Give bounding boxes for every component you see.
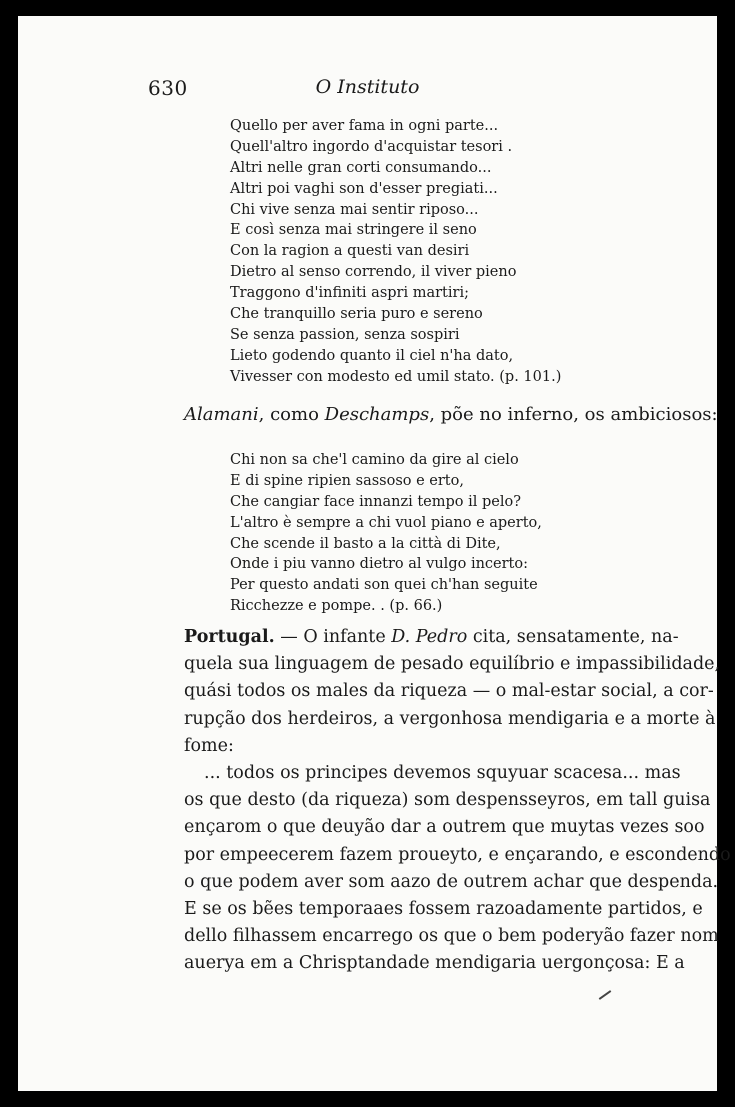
poem-line: E di spine ripien sassoso e erto, [230,472,464,489]
quotation-line: auerya em a Chrisptandade mendigaria uergonçosa: E a [184,953,685,974]
stray-pen-mark [599,990,612,1000]
poem-line: E così senza mai stringere il seno [230,222,477,239]
alamani-sentence [184,402,718,428]
italian-poem-quotation-2 [230,450,542,617]
poem-line: Per questo andati son quei ch'han seguite [230,577,538,594]
quotation-line: os que desto (da riqueza) som despensseyros, em tall guisa [184,790,711,811]
book-page [18,16,731,1091]
poem-line: Dietro al senso correndo, il viver pieno [230,264,517,281]
person-name: D. Pedro [391,627,468,647]
prose-line: quela sua linguagem de pesado equilíbrio e impassibilidade, [184,654,721,675]
poem-line: Che scende il basto a la città di Dite, [230,535,501,552]
prose-line [184,624,679,651]
poem-line: Lieto godendo quanto il ciel n'ha dato, [230,347,514,364]
page-number: 630 [148,76,188,100]
poem-line: Quello per aver fama in ogni parte... [230,118,499,134]
poem-line: Con la ragion a questi van desiri [230,243,470,260]
poem-line: Chi non sa che'l camino da gire al cielo [230,452,519,468]
poem-line: Se senza passion, senza sospiri [230,326,460,343]
prose-text: cita, sensatamente, na- [467,627,679,647]
poem-line: Che tranquillo seria puro e sereno [230,306,483,323]
quotation-line: dello filhassem encarrego os que o bem poderyão fazer nom [184,926,719,947]
prose-line: fome: [184,735,234,756]
prose-line: quási todos os males da riqueza — o mal-estar social, a cor- [184,681,714,702]
poem-line: Quell'altro ingordo d'acquistar tesori . [230,138,513,155]
quotation-line: o que podem aver som aazo de outrem achar que despenda. [184,871,719,892]
poem-line: Onde i piu vanno dietro al vulgo incerto: [230,556,528,573]
author-name-alamani: Alamani [184,404,259,425]
sentence-text: , põe no inferno, os ambiciosos: [429,404,718,425]
quotation-line: por empeecerem fazem proueyto, e ençarando, e escondendo [184,844,731,865]
poem-line: L'altro è sempre a chi vuol piano e aperto, [230,514,542,531]
poem-line: Altri nelle gran corti consumando... [230,159,492,176]
prose-paragraph [184,624,731,977]
quotation-line: ... todos os principes devemos squyuar scacesa... mas [204,762,681,783]
poem-line: Ricchezze e pompe. . (p. 66.) [230,598,443,615]
poem-line: Chi vive senza mai sentir riposo... [230,201,479,218]
quotation-line: ençarom o que deuyão dar a outrem que muytas vezes soo [184,817,705,838]
italian-poem-quotation [230,116,561,388]
poem-line: Traggono d'infiniti aspri martiri; [230,285,469,302]
running-head: O Instituto [315,76,420,98]
prose-text: — O infante [274,627,392,647]
prose-line: rupção dos herdeiros, a vergonhosa mendigaria e a morte à [184,708,716,729]
poem-line: Altri poi vaghi son d'esser pregiati... [230,180,498,197]
sentence-text: , como [258,404,325,425]
poem-line: Che cangiar face innanzi tempo il pelo? [230,493,522,510]
poem-line: Vivesser con modesto ed umil stato. (p. 101.) [230,368,562,385]
quotation-line: E se os bẽes temporaaes fossem razoadamente partidos, e [184,898,703,919]
author-name-deschamps: Deschamps [324,404,430,425]
section-heading: Portugal. [184,627,275,647]
